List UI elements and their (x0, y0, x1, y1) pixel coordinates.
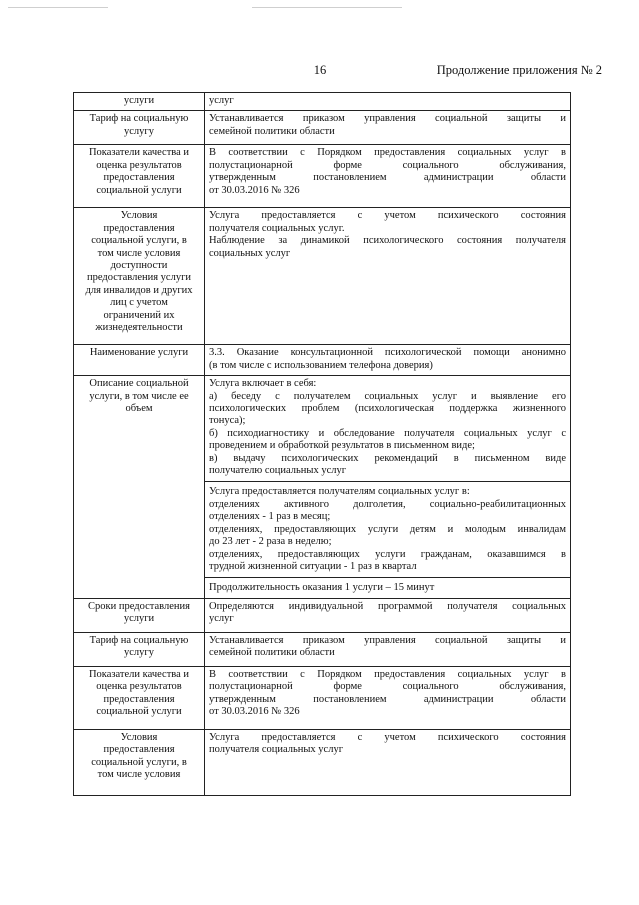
cell-text-line: утвержденным постановлением администрации области (209, 172, 566, 184)
cell-text-line: от 30.03.2016 № 326 (209, 705, 300, 717)
cell-text-line: (в том числе с использованием телефона доверия) (209, 359, 433, 371)
cell-text-line: Условия (120, 210, 158, 222)
row-label-cell (74, 111, 205, 145)
cell-text-line: Описание социальной (89, 378, 189, 390)
cell-text-line: социальной услуги, в (91, 756, 187, 768)
cell-text-line: до 23 лет - 2 раза в неделю; (209, 536, 332, 548)
row-label-cell (74, 345, 205, 376)
cell-text-line: предоставления (103, 693, 175, 705)
cell-text-line: ограничений их (103, 309, 175, 321)
cell-text-line: услугу (124, 125, 154, 137)
cell-text-line: оценка результатов (96, 681, 182, 693)
cell-text-line: оценка результатов (96, 159, 182, 171)
cell-text-line: доступности (110, 260, 168, 272)
cell-text-line: семейной политики области (209, 647, 335, 659)
row-value-cell (205, 93, 571, 111)
cell-text-line: психологических проблем (психологическая поддержка жизненного (209, 403, 566, 415)
cell-text-line: отделениях, предоставляющих услуги детям и молодым инвалидам (209, 523, 566, 535)
table-row (74, 729, 571, 795)
cell-text-line: получателя социальных услуг. (209, 222, 345, 234)
cell-text-line: отделениях, предоставляющих услуги гражданам, оказавшимся в (209, 548, 566, 560)
cell-text-line: предоставления услуги (86, 272, 192, 284)
cell-text-line: тонуса); (209, 415, 246, 427)
row-value-cell (205, 598, 571, 632)
cell-text-line: Тариф на социальную (89, 634, 189, 646)
cell-text-line: Устанавливается приказом управления социальной защиты и (209, 634, 566, 646)
sub-cell-value3 (205, 577, 570, 594)
cell-text-line: Устанавливается приказом управления социальной защиты и (209, 113, 566, 125)
row-value-cell (205, 729, 571, 795)
row-label-cell (74, 376, 205, 599)
cell-text-line: получателю социальных услуг (209, 465, 347, 477)
row-value-cell (205, 666, 571, 729)
cell-text-line: 3.3. Оказание консультационной психологической помощи анонимно (209, 347, 566, 359)
table-row (74, 666, 571, 729)
table-row (74, 345, 571, 376)
table-row (74, 111, 571, 145)
cell-text-line: Продолжительность оказания 1 услуги – 15 минут (209, 582, 435, 594)
cell-text-line: Услуга предоставляется с учетом психического состояния (209, 731, 566, 743)
row-value-cell (205, 111, 571, 145)
table-row (74, 145, 571, 208)
cell-text-line: б) психодиагностику и обследование получателя социальных услуг с (209, 427, 566, 439)
cell-text-line: том числе условия (97, 768, 181, 780)
row-label-cell (74, 598, 205, 632)
cell-text-line: предоставления (103, 222, 175, 234)
cell-text-line: Наблюдение за динамикой психологического состояния получателя (209, 235, 566, 247)
cell-text-line: Наименование услуги (89, 347, 189, 359)
cell-text-line: Тариф на социальную (89, 113, 189, 125)
cell-text-line: том числе условия (97, 247, 181, 259)
cell-text-line: услуги (123, 95, 155, 106)
cell-text-line: полустационарной форме социального обслуживания, (209, 681, 566, 693)
cell-text-line: Сроки предоставления (88, 600, 190, 612)
cell-text-line: от 30.03.2016 № 326 (209, 184, 300, 196)
row-label-cell (74, 632, 205, 666)
cell-text-line: лиц с учетом (110, 297, 168, 309)
cell-text-line: в) выдачу психологических рекомендаций в письменном виде (209, 452, 566, 464)
cell-text-line: полустационарной форме социального обслуживания, (209, 159, 566, 171)
cell-text-line: Услуга предоставляется получателям социальных услуг в: (209, 486, 470, 498)
table-row (74, 93, 571, 111)
cell-text-line: утвержденным постановлением администрации области (209, 693, 566, 705)
cell-text-line: жизнедеятельности (95, 322, 183, 334)
table-row (74, 632, 571, 666)
row-label-cell (74, 729, 205, 795)
cell-text-line: услуги, в том числе ее (89, 390, 189, 402)
cell-text-line: услугу (124, 647, 154, 659)
row-value-cell (205, 145, 571, 208)
cell-text-line: социальной услуги (96, 705, 182, 717)
cell-text-line: Услуга включает в себя: (209, 378, 317, 390)
cell-text-line: отделениях активного долголетия, социально-реабилитационных (209, 498, 566, 510)
table-row (74, 598, 571, 632)
scan-artifact (8, 7, 108, 8)
row-value-cell (205, 345, 571, 376)
row-label-cell (74, 93, 205, 111)
cell-text-line: проведением и обработкой результатов в письменном виде; (209, 440, 475, 452)
cell-text-line: объем (125, 403, 153, 415)
cell-text-line: социальных услуг (209, 247, 291, 259)
table-row (74, 376, 571, 599)
cell-text-line: семейной политики области (209, 125, 335, 137)
cell-text-line: получателя социальных услуг (209, 744, 344, 756)
cell-text-line: Определяются индивидуальной программой получателя социальных (209, 600, 566, 612)
row-label-cell (74, 145, 205, 208)
cell-text-line: услуг (209, 95, 234, 106)
row-value-cell (205, 376, 571, 599)
services-table (73, 92, 571, 796)
cell-text-line: социальной услуги (96, 184, 182, 196)
cell-text-line: предоставления (103, 744, 175, 756)
row-value-cell (205, 208, 571, 345)
cell-text-line: отделениях - 1 раз в месяц; (209, 511, 331, 523)
cell-text-line: социальной услуги, в (91, 235, 187, 247)
cell-text-line: а) беседу с получателем социальных услуг и выявление его (209, 390, 566, 402)
cell-text-line: В соответствии с Порядком предоставления социальных услуг в (209, 147, 566, 159)
cell-text-line: Услуга предоставляется с учетом психического состояния (209, 210, 566, 222)
cell-text-line: трудной жизненной ситуации - 1 раз в квартал (209, 560, 417, 572)
cell-text-line: Условия (120, 731, 158, 743)
cell-text-line: для инвалидов и других (85, 284, 193, 296)
cell-text-line: Показатели качества и (88, 147, 190, 159)
row-label-cell (74, 208, 205, 345)
cell-text-line: услуги (123, 613, 155, 625)
appendix-continuation-note: Продолжение приложения № 2 (436, 63, 602, 77)
row-label-cell (74, 666, 205, 729)
row-value-cell (205, 632, 571, 666)
cell-text-line: услуг (209, 613, 234, 625)
page-number: 16 (313, 63, 327, 77)
cell-text-line: предоставления (103, 172, 175, 184)
cell-text-line: В соответствии с Порядком предоставления социальных услуг в (209, 668, 566, 680)
scan-artifact (252, 7, 402, 8)
cell-text-line: Показатели качества и (88, 668, 190, 680)
table-row (74, 208, 571, 345)
sub-cell-value2 (205, 481, 570, 573)
